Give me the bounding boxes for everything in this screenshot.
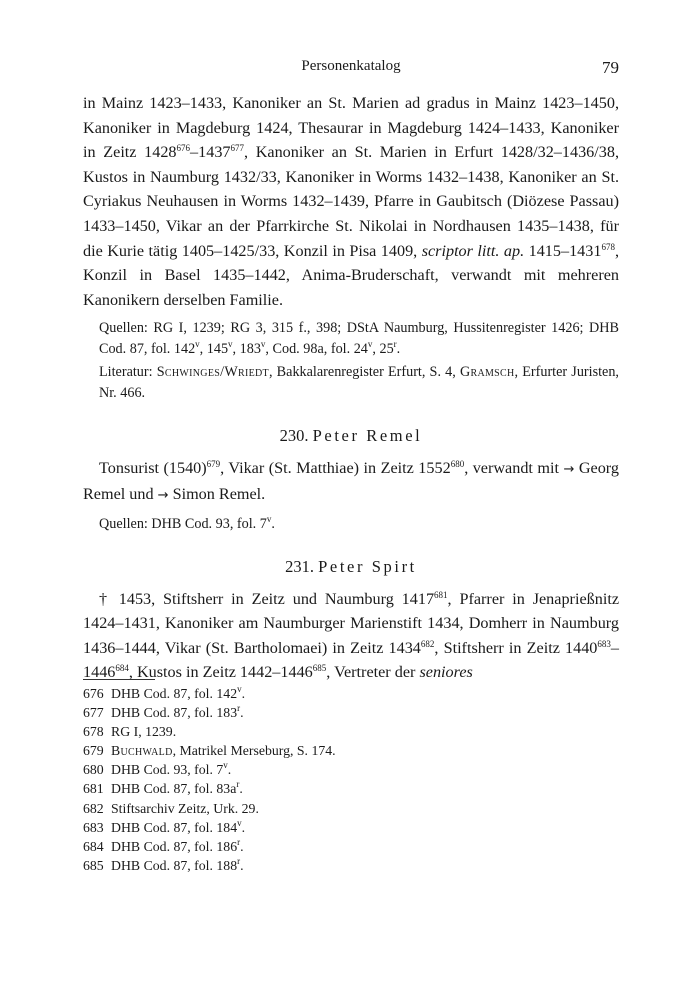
- main-text: [83, 91, 619, 685]
- text-run: , Erfurter Juristen, Nr. 466.: [99, 363, 619, 401]
- text-run: in Mainz 1423–1433, Kanoniker an St. Marien ad gradus in Mainz 1423–1450, Kanoniker in Magdeburg 1424, Thesaurar in Magdeburg 1424–1433, Kanoniker in Zeitz 1428: [83, 94, 619, 162]
- folio-sup: v: [367, 339, 373, 350]
- footnote-rule: [83, 679, 155, 680]
- entry-heading-231: [83, 557, 619, 577]
- footnote-ref[interactable]: 683: [597, 638, 611, 649]
- footnote-ref[interactable]: 680: [450, 458, 465, 469]
- footnote-685: [83, 856, 619, 875]
- italic-phrase: seniores: [419, 663, 473, 682]
- entry-number: 231.: [285, 556, 315, 576]
- text-run: Quellen: DHB Cod. 93, fol. 7: [99, 515, 267, 532]
- footnote-text: DHB Cod. 93, fol. 7: [111, 762, 224, 778]
- text-run: , Cod. 98a, fol. 24: [265, 341, 368, 358]
- text-run: , 25: [372, 341, 394, 358]
- text-run: , Bakkalarenregister Erfurt, S. 4,: [268, 363, 460, 380]
- page-number: 79: [602, 58, 619, 77]
- text-run: –1446: [83, 638, 619, 682]
- running-title: Personenkatalog: [301, 58, 401, 74]
- footnote-text: RG I, 1239.: [111, 724, 177, 740]
- footnote-text: DHB Cod. 87, fol. 183: [111, 705, 238, 721]
- text-run: , Pfarrer in Jenaprießnitz 1424–1431, Kanoniker am Naumburger Marienstift 1434, Domherr in Naumburg 1436–1444, Vikar (St. Bartholomaei) in Zeitz 1434: [83, 589, 619, 657]
- entry-name: Peter Remel: [312, 425, 423, 445]
- entry-231-text: [83, 587, 619, 685]
- footnote-text: .: [239, 781, 243, 797]
- text-run: , verwandt mit: [464, 458, 564, 477]
- folio-sup: v: [237, 817, 242, 828]
- entry-230-text: [83, 456, 619, 509]
- italic-phrase: scriptor litt. ap.: [421, 241, 525, 260]
- entry-name: Peter Spirt: [318, 556, 417, 576]
- footnote-number: 679: [83, 743, 104, 759]
- footnote-text: DHB Cod. 87, fol. 142: [111, 686, 238, 701]
- text-run: .: [396, 341, 401, 358]
- footnote-number: 677: [83, 705, 104, 721]
- footnote-text: .: [241, 686, 246, 701]
- author-name: Buchwald: [111, 743, 173, 759]
- author-name: Gramsch: [459, 363, 515, 380]
- cross-reference-arrow-icon: →: [157, 488, 169, 504]
- text-run: Tonsurist (1540): [99, 458, 207, 477]
- footnote-678: [83, 722, 619, 741]
- footnote-682: [83, 799, 619, 818]
- footnote-ref[interactable]: 677: [230, 143, 244, 154]
- footnote-text: .: [241, 819, 246, 835]
- footnote-text: DHB Cod. 87, fol. 83a: [111, 781, 237, 797]
- folio-sup: r: [237, 836, 241, 847]
- entry-number: 230.: [279, 425, 309, 445]
- folio-sup: v: [260, 339, 266, 350]
- text-run: , Kanoniker an St. Marien in Erfurt 1428/32–1436/38, Kustos in Naumburg 1432/33, Kanoniker in Worms 1432–1438, Kanoniker an St. Cyriakus Neuhausen in Worms 1432–1439, Pfarre in Gaubitsch (Diözese Passau) 1433–1450, Vikar an der Pfarrkirche St. Nikolai in Nordhausen 1435–1438, für die Kurie tätig 1405–1425/33, Konzil in Pisa 1409,: [83, 143, 619, 260]
- footnote-ref[interactable]: 678: [601, 241, 615, 252]
- folio-sup: v: [237, 684, 242, 694]
- folio-sup: v: [228, 339, 233, 350]
- footnote-676: [83, 684, 619, 703]
- footnote-text: .: [227, 762, 232, 778]
- footnote-text: Stiftsarchiv Zeitz, Urk. 29.: [111, 800, 259, 816]
- entry-230-sources: [99, 514, 619, 535]
- footnote-text: DHB Cod. 87, fol. 186: [111, 838, 238, 854]
- text-run: , Konzil in Basel 1435–1442, Anima-Bruderschaft, verwandt mit mehreren Kanonikern derselben Familie.: [83, 241, 619, 309]
- sources-note: [99, 318, 619, 360]
- footnote-number: 682: [83, 800, 104, 816]
- footnote-number: 685: [83, 857, 104, 873]
- text-run: , Vertreter der: [326, 663, 420, 682]
- folio-sup: r: [237, 703, 241, 714]
- text-run: Literatur:: [99, 363, 157, 380]
- footnote-number: 681: [83, 781, 104, 797]
- running-head: [83, 58, 619, 82]
- text-run: , Vikar (St. Matthiae) in Zeitz 1552: [220, 458, 451, 477]
- folio-sup: r: [236, 779, 240, 790]
- text-run: , 145: [199, 341, 229, 358]
- text-run: , 183: [232, 341, 261, 358]
- footnote-679: [83, 741, 619, 760]
- footnote-number: 680: [83, 762, 104, 778]
- footnote-ref[interactable]: 685: [312, 663, 327, 674]
- footnotes: [83, 684, 619, 875]
- footnote-677: [83, 703, 619, 722]
- text-run: –1437: [190, 143, 231, 162]
- folio-sup: v: [195, 339, 200, 350]
- folio-sup: r: [237, 855, 241, 866]
- folio-sup: r: [393, 339, 397, 350]
- text-run: , Stiftsherr in Zeitz 1440: [434, 638, 598, 657]
- footnote-number: 678: [83, 724, 104, 740]
- text-run: Quellen: RG I, 1239; RG 3, 315 f., 398; DStA Naumburg, Hussitenregister 1426; DHB Cod. 87, fol. 142: [99, 320, 619, 358]
- folio-sup: v: [223, 760, 228, 771]
- footnote-ref[interactable]: 684: [115, 663, 129, 674]
- text-run: 1415–1431: [524, 241, 602, 260]
- footnote-ref[interactable]: 679: [206, 458, 221, 469]
- folio-sup: v: [266, 513, 272, 524]
- entry-heading-230: [83, 426, 619, 446]
- continued-paragraph: [83, 91, 619, 312]
- footnote-text: .: [240, 857, 244, 873]
- text-run: , Kustos in Zeitz 1442–1446: [128, 663, 313, 682]
- text-run: † 1453, Stiftsherr in Zeitz und Naumburg 1417: [99, 589, 435, 608]
- text-run: Simon Remel.: [168, 485, 266, 504]
- footnote-number: 684: [83, 838, 104, 854]
- footnote-ref[interactable]: 676: [176, 143, 191, 154]
- footnote-text: , Matrikel Merseburg, S. 174.: [172, 743, 336, 759]
- footnote-681: [83, 779, 619, 798]
- footnote-number: 683: [83, 819, 104, 835]
- footnote-text: .: [240, 838, 244, 854]
- footnote-text: .: [240, 705, 244, 721]
- footnote-text: DHB Cod. 87, fol. 188: [111, 857, 238, 873]
- footnote-680: [83, 760, 619, 779]
- footnote-683: [83, 818, 619, 837]
- footnote-text: DHB Cod. 87, fol. 184: [111, 819, 238, 835]
- footnote-number: 676: [83, 686, 104, 701]
- cross-reference-arrow-icon: →: [563, 461, 575, 477]
- literature-note: [99, 362, 619, 404]
- text-run: .: [271, 515, 275, 532]
- footnote-ref[interactable]: 681: [434, 589, 448, 600]
- text-run: Georg Remel und: [83, 458, 619, 504]
- author-name: Schwinges/Wriedt: [156, 363, 269, 380]
- footnote-ref[interactable]: 682: [420, 638, 435, 649]
- footnote-684: [83, 837, 619, 856]
